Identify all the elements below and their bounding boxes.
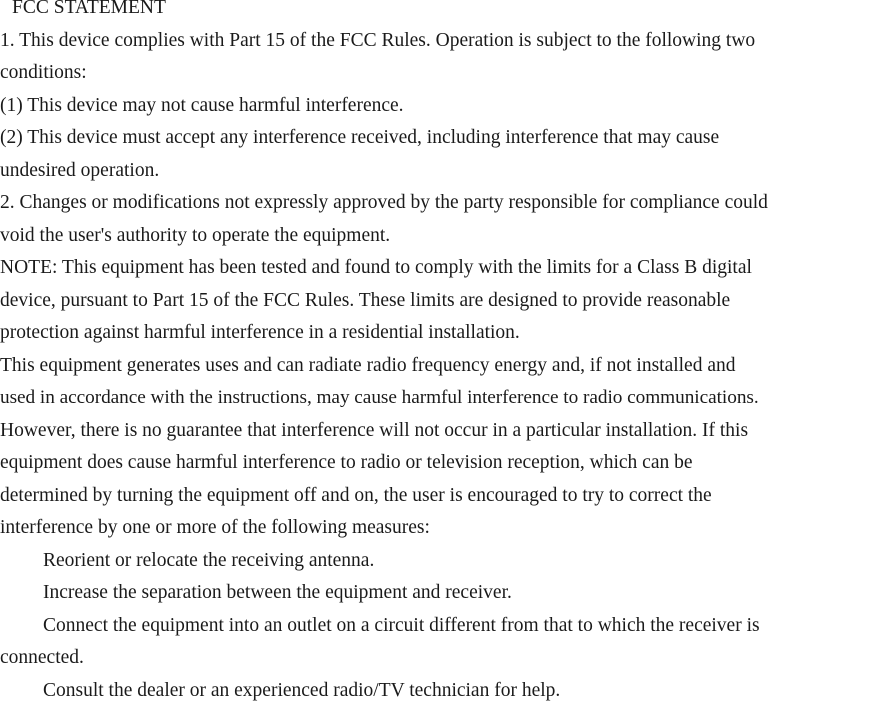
measure-separation: Increase the separation between the equipment and receiver.: [0, 577, 869, 610]
document-title: FCC STATEMENT: [0, 0, 869, 25]
measure-reorient: Reorient or relocate the receiving antenna.: [0, 545, 869, 578]
note-line: determined by turning the equipment off and on, the user is encouraged to try to correct the: [0, 480, 869, 513]
note-line: protection against harmful interference in a residential installation.: [0, 317, 869, 350]
statement-line: void the user's authority to operate the equipment.: [0, 220, 869, 253]
note-line: This equipment generates uses and can radiate radio frequency energy and, if not installed and: [0, 350, 869, 383]
statement-line: (1) This device may not cause harmful interference.: [0, 90, 869, 123]
note-line: device, pursuant to Part 15 of the FCC Rules. These limits are designed to provide reasonable: [0, 285, 869, 318]
statement-line: (2) This device must accept any interference received, including interference that may cause: [0, 122, 869, 155]
measure-outlet: Connect the equipment into an outlet on a circuit different from that to which the receiver is: [0, 610, 869, 643]
note-line: NOTE: This equipment has been tested and found to comply with the limits for a Class B digital: [0, 252, 869, 285]
note-line: However, there is no guarantee that interference will not occur in a particular installation. If this: [0, 415, 869, 448]
measure-consult: Consult the dealer or an experienced radio/TV technician for help.: [0, 675, 869, 707]
statement-line: 1. This device complies with Part 15 of the FCC Rules. Operation is subject to the following two: [0, 25, 869, 58]
note-line: used in accordance with the instructions, may cause harmful interference to radio communications.: [0, 382, 869, 415]
statement-line: 2. Changes or modifications not expressly approved by the party responsible for compliance could: [0, 187, 869, 220]
measure-outlet-continued: connected.: [0, 642, 869, 675]
note-line: interference by one or more of the following measures:: [0, 512, 869, 545]
statement-line: undesired operation.: [0, 155, 869, 188]
note-line: equipment does cause harmful interference to radio or television reception, which can be: [0, 447, 869, 480]
statement-line: conditions:: [0, 57, 869, 90]
